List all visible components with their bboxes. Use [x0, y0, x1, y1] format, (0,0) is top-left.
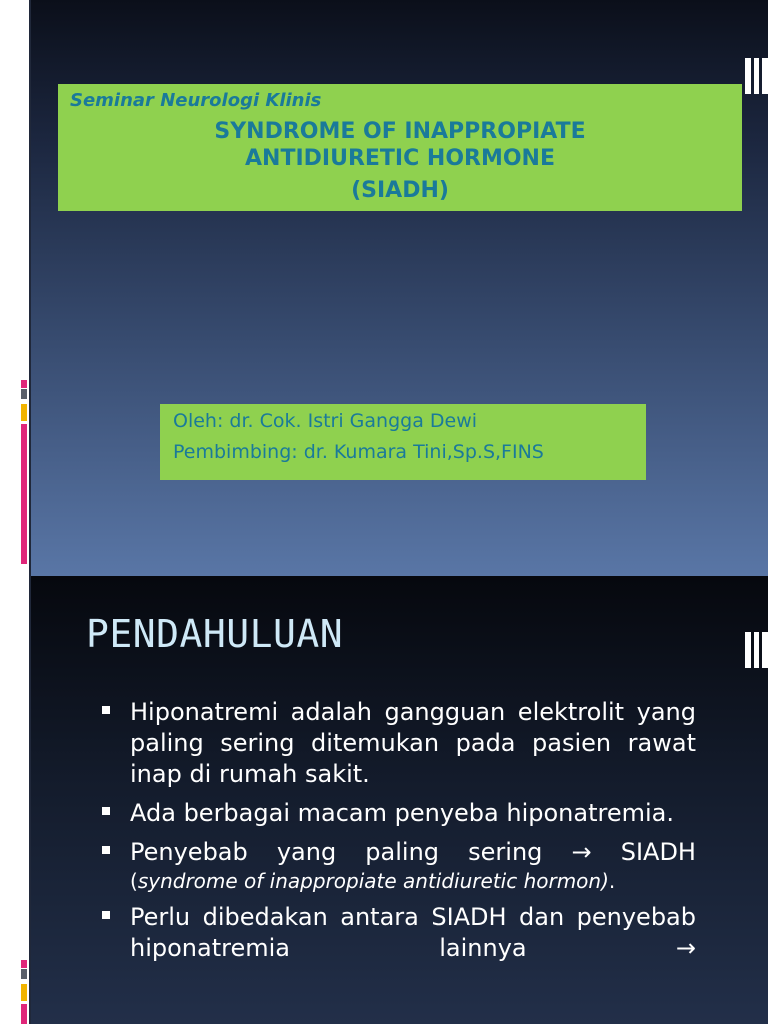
bullet-list — [100, 697, 696, 972]
list-item — [100, 902, 696, 964]
bullet-square-icon — [102, 846, 110, 854]
bullet-text: Perlu dibedakan antara SIADH dan penyebab hiponatremia lainnya → — [130, 903, 696, 962]
decorative-bars — [745, 632, 768, 668]
bullet-text: Ada berbagai macam penyeba hiponatremia. — [130, 799, 674, 827]
title-box — [58, 84, 742, 211]
list-item — [100, 697, 696, 790]
side-strip — [0, 576, 29, 1024]
bullet-subtext: (syndrome of inappropiate antidiuretic hormon). — [130, 869, 616, 893]
bullet-square-icon — [102, 706, 110, 714]
list-item — [100, 798, 696, 829]
bullet-square-icon — [102, 911, 110, 919]
accent-gray — [21, 389, 27, 399]
bullet-tail-text: SIADH — [620, 838, 696, 866]
seminar-label: Seminar Neurologi Klinis — [70, 90, 322, 111]
accent-gray — [21, 969, 27, 979]
accent-pink-top — [21, 960, 27, 968]
accent-pink-bar — [21, 424, 27, 564]
accent-yellow — [21, 404, 27, 421]
author-box — [160, 404, 646, 480]
title-line-2: ANTIDIURETIC HORMONE — [245, 146, 555, 171]
accent-yellow — [21, 984, 27, 1001]
side-divider — [29, 576, 31, 1024]
supervisor-name: Pembimbing: dr. Kumara Tini,Sp.S,FINS — [173, 441, 544, 463]
bullet-main-text: Penyebab yang paling sering — [130, 838, 543, 866]
slide-main-title — [58, 118, 742, 204]
list-item — [100, 837, 696, 894]
accent-pink-bar — [21, 1004, 27, 1024]
title-line-3: (SIADH) — [351, 178, 449, 203]
section-heading: PENDAHULUAN — [86, 612, 344, 656]
decorative-bars — [745, 58, 768, 94]
side-divider — [29, 0, 31, 576]
bullet-text: Hiponatremi adalah gangguan elektrolit yang paling sering ditemukan pada pasien rawat inap di rumah sakit. — [130, 698, 696, 788]
italic-term: syndrome of inappropiate antidiuretic hormon) — [137, 869, 609, 893]
content-slide — [0, 576, 768, 1024]
bullet-square-icon — [102, 807, 110, 815]
right-arrow-icon: → — [571, 838, 592, 866]
accent-pink-top — [21, 380, 27, 388]
title-line-1: SYNDROME OF INAPPROPIATE — [214, 119, 586, 144]
bullet-text — [130, 837, 696, 868]
author-name: Oleh: dr. Cok. Istri Gangga Dewi — [173, 410, 478, 432]
